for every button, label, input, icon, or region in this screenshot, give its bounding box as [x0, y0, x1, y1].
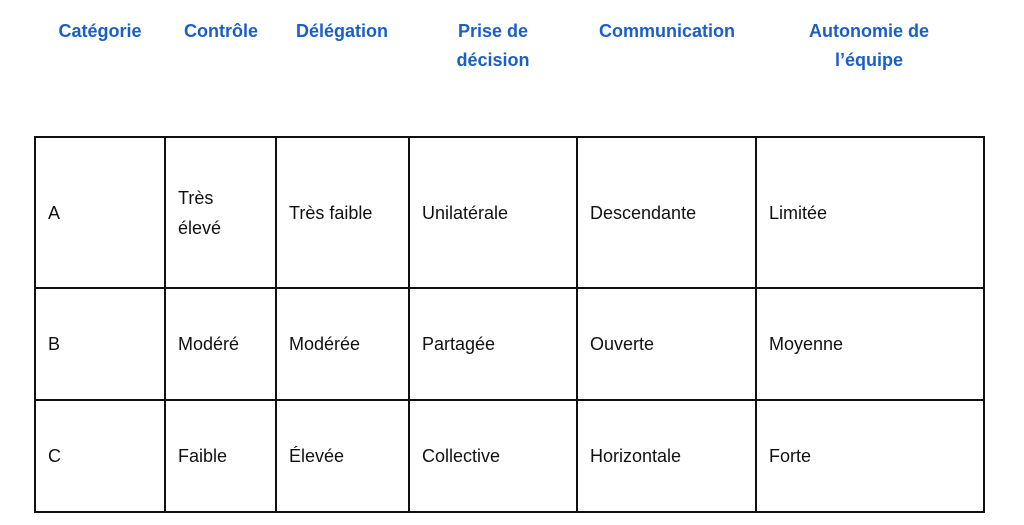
header-autonomie: Autonomie de l’équipe: [809, 21, 929, 70]
table-row: [35, 288, 984, 400]
cell-controle: Modéré: [165, 288, 276, 400]
header-categorie: Catégorie: [58, 21, 142, 41]
cell-delegation: Modérée: [276, 288, 409, 400]
cell-category: A: [35, 137, 165, 288]
table-row: [35, 400, 984, 512]
header-controle: Contrôle: [184, 21, 258, 41]
cell-controle: Faible: [165, 400, 276, 512]
cell-autonomie: Forte: [756, 400, 984, 512]
management-style-table: [34, 136, 985, 513]
cell-autonomie: Moyenne: [756, 288, 984, 400]
cell-category: C: [35, 400, 165, 512]
cell-controle: Très élevé: [165, 137, 276, 288]
cell-communication: Horizontale: [577, 400, 756, 512]
table-row: [35, 137, 984, 288]
header-prise-de-decision: Prise de décision: [456, 21, 530, 70]
cell-prise-de-decision: Unilatérale: [409, 137, 577, 288]
header-delegation: Délégation: [295, 21, 388, 41]
cell-prise-de-decision: Collective: [409, 400, 577, 512]
cell-delegation: Élevée: [276, 400, 409, 512]
header-communication: Communication: [598, 21, 735, 41]
cell-communication: Descendante: [577, 137, 756, 288]
cell-category: B: [35, 288, 165, 400]
cell-autonomie: Limitée: [756, 137, 984, 288]
cell-delegation: Très faible: [276, 137, 409, 288]
cell-prise-de-decision: Partagée: [409, 288, 577, 400]
cell-communication: Ouverte: [577, 288, 756, 400]
